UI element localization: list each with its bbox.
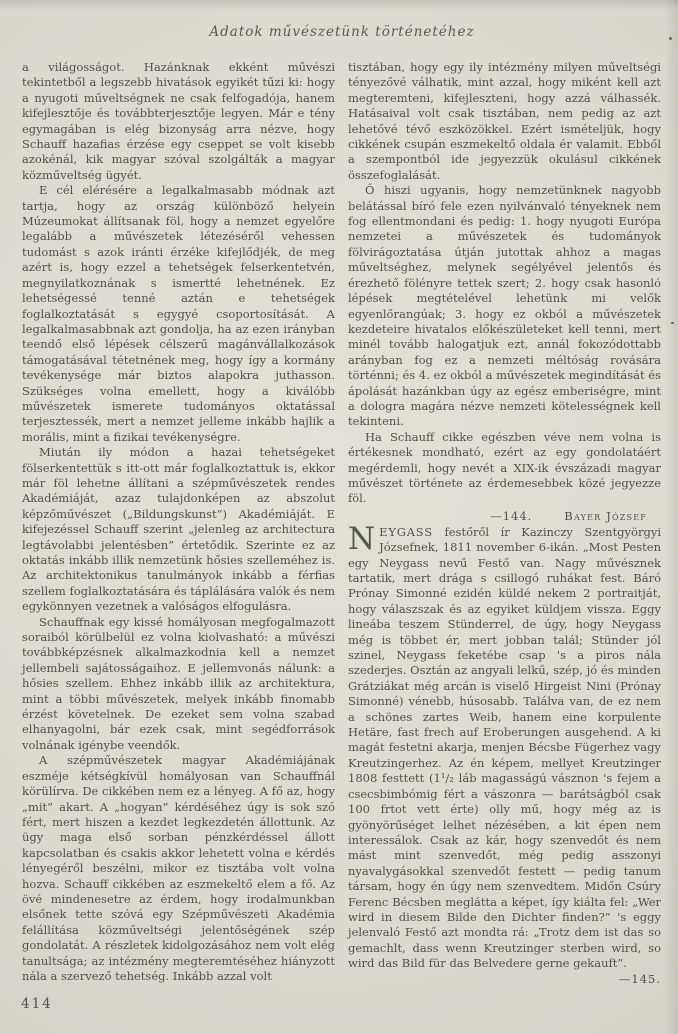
text-columns [22, 60, 662, 987]
scan-speck [671, 322, 674, 324]
article-signature [348, 508, 661, 525]
paragraph: Ha Schauff cikke egészben véve nem volna is értékesnek mondható, ezért az egy gondolatáért megérdemli, hogy nevét a XIX-ik évszázadi magyar művészet története az érdemesebbek közé jegyezze föl. [348, 429, 661, 506]
paragraph-with-dropcap [348, 520, 661, 986]
article-number: —144. [490, 508, 533, 523]
paragraph: E cél elérésére a legalkalmasabb módnak azt tartja, hogy az ország különböző helyein Múzeumokat állítsanak föl, hogy a nemzet egyelőre legalább a művészetek létezéséről vehessen tudomást s azok iránti érzéke kifejlődjék, de meg azért is, hogy ezzel a tehetségek felserkentetvén, megnyilatkoznának s ismertté lehetnének. Ez lehetségessé tenné aztán e tehetségek foglalkoztatását s egygyé csoportosítását. A legalkalmasabbnak azt gondolja, ha az ezen irányban teendő első lépések célszerű magánvállalkozások támogatásával tétetnének meg, hogy így a kormány tevékenysége már biztos alapokra juthasson. Szükséges volna emellett, hogy a kiválóbb művészetek ismerete tudományos oktatással terjesztessék, mert a nemzet jelleme inkább hajlik a morális, mint a fizikai tevékenységre. [22, 183, 335, 444]
left-column [22, 60, 335, 987]
paragraph: a világosságot. Hazánknak ekként művészi tekintetből a legszebb hivatások egyikét tűzi ki: hogy a nyugoti műveltségnek ne csak felfogadója, hanem kifejlesztője és továbbterjesztője legyen. Már e tény egymagában is elég bizonyság arra nézve, hogy Schauff hazafias érzése egy cseppet se volt kisebb azokénál, kik magyar szóval szolgálták a magyar közműveltség ügyét. [22, 60, 335, 182]
paragraph: tisztában, hogy egy ily intézmény milyen műveltségi tényezővé válhatik, mint azzal, hogy miként kell azt megteremteni, kifejleszteni, hogy azzá válhassék. Hatásaival volt csak tisztában, nem pedig az azt lehetővé tévő eszközökkel. Ezért ismételjük, hogy cikkének csupán eszmekeltő oldala ér valamit. Ebből a szempontból ide jegyezzük okulásul cikkének összefoglalását. [348, 60, 661, 182]
article-number: —145. [618, 971, 661, 986]
drop-cap: N [348, 520, 376, 557]
scan-speck [669, 37, 672, 40]
right-column [348, 60, 661, 987]
running-head: Adatok művészetünk történetéhez [209, 24, 475, 40]
page-number: 414 [21, 996, 53, 1012]
paragraph-text: festőről ír Kazinczy Szentgyörgyi Józsefnek, 1811 november 6-ikán. „Most Pesten egy Neygass nevű Festő van. Nagy művésznek tartatik, mert drága s csillogó ruhákat fest. Báró Prónay Simonné ezidén küldé nekem 2 portraitját, hogy válaszszak és az egyiket küldjem vissza. Eggy lineába teszem Stünderrel, de úgy, hogy Neygass még is többet ér, mert jobban talál; Stünder jól szinel, Neygass feketébe csap 's a piros nála szederjes. Osztán az angyali lelkű, szép, jó és minden Grátziákat még arcán is viselő Hirgeist Nini (Prónay Simonné) vénebb, húsosabb. Találva van, de ez nem a schönes zartes Weib, hanem eine korpulente Hetäre, fast frech auf Eroberungen ausgehend. A ki magát festetni akarja, menjen Bécsbe Fügerhez vagy Kreutzingerhez. Az én képem, mellyet Kreutzinger 1808 festtett (1¹/₂ láb magasságú vásznon 's fejem a csecsbimbómig fért a vászonra — barátságból csak 100 frtot vett érte) olly mű, hogy még az is gyönyörűséget lelhet nézésében, a kit épen nem interessálok. Csak az kár, hogy szenvedőt és nem mást mint szenvedőt, még pedig asszonyi nyavalygásokkal szenvedőt festett — pedig tanum társam, hogy én úgy nem szenvedtem. Midőn Csúry Ferenc Bécsben meglátta a képet, így kiálta fel: „Wer wird in diesem Bilde den Dichter finden?” 's eggy jelenvaló Festő azt mondta rá: „Trotz dem ist das so gemachlt, dass wenn Kreutzinger sterben wird, so wird das Bild für das Belvedere gerne gekauft”. [348, 524, 661, 971]
paragraph: A szépművészetek magyar Akadémiájának eszméje kétségkívül homályosan van Schauffnál körülírva. De cikkében nem ez a lényeg. A fő az, hogy „mit” akart. A „hogyan” kérdéséhez úgy is sok szó fért, mert hiszen a kezdet legkezdetén állottunk. Az ügy maga első sorban pénzkérdéssel állott kapcsolatban és csakis akkor lehetett volna e kérdés lényegéről beszélni, mikor ez tisztába volt volna hozva. Schauff cikkében az eszmekeltő elem a fő. Az övé mindenesetre az érdem, hogy irodalmunkban elsőnek tette szóvá egy Szépművészeti Akadémia felállítása közműveltségi jelentőségének szép gondolatát. A részletek kidolgozásához nem volt elég tanultsága; az intézmény megteremtéséhez hiányzott nála a szervező tehetség. Inkább azzal volt [22, 753, 335, 983]
dropcap-word-rest: EYGASS [379, 524, 433, 539]
paragraph: Miután ily módon a hazai tehetségeket fölserkentettük s itt-ott már foglalkoztattuk is, ekkor már föl lehetne állítani a szépművészetek rendes Akadémiáját, azaz tulajdonképen az abszolut képzőművészet („Bildungskunst”) Akadémiáját. E kifejezéssel Schauff szerint „jelenleg az architectura legtávolabbi jelentésben” értetődik. Szerinte ez az oktatás inkább illik nemzetünk hősies szelleméhez is. Az architektonikus tanulmányok inkább a férfias szellem foglalkoztatására és táplálására valók és nem egykönnyen vezetnek a valóságos elfogulásra. [22, 445, 336, 614]
paragraph: Ő hiszi ugyanis, hogy nemzetünknek nagyobb belátással bíró fele ezen nyilvánvaló tényeknek nem fog ellentmondani és pedig: 1. hogy nyugoti Európa nemzetei a művészetek és tudományok fölvirágoztatása útján jutottak ahhoz a magas műveltséghez, melynek segélyével jelentős és érezhető fölényre tettek szert; 2. hogy csak hasonló lépések megtételével lehetünk mi velők egyenlőrangúak; 3. hogy ez okból a művészetek kezdeteire hivatalos előkészületeket kell tenni, mert minél tovább halogatjuk ezt, annál fokozódottabb arányban fog ez a nemzeti méltóság rovására történni; és 4. ez okból a művészetek megindítását és ápolását hazánkban úgy az egész emberiségre, mint a dologra magára nézve nemzeti kötelességnek kell tekinteni. [348, 183, 661, 429]
author-name: Bayer József [564, 508, 647, 523]
paragraph: Schauffnak egy kissé homályosan megfogalmazott soraiból körülbelül ez volna kiolvasható: a művészi továbbképzésnek alkalmazkodnia kell a nemzet jellembeli sajátosságaihoz. E jellemvonás nálunk: a hősies szellem. Ehhez inkább illik az architektura, mint a többi művészetek, melyek inkább finomabb érzést követelnek. De ezeket sem volna szabad elhanyagolni, bár ezek csak, mint segédforrások volnának igénybe veendők. [22, 614, 335, 752]
